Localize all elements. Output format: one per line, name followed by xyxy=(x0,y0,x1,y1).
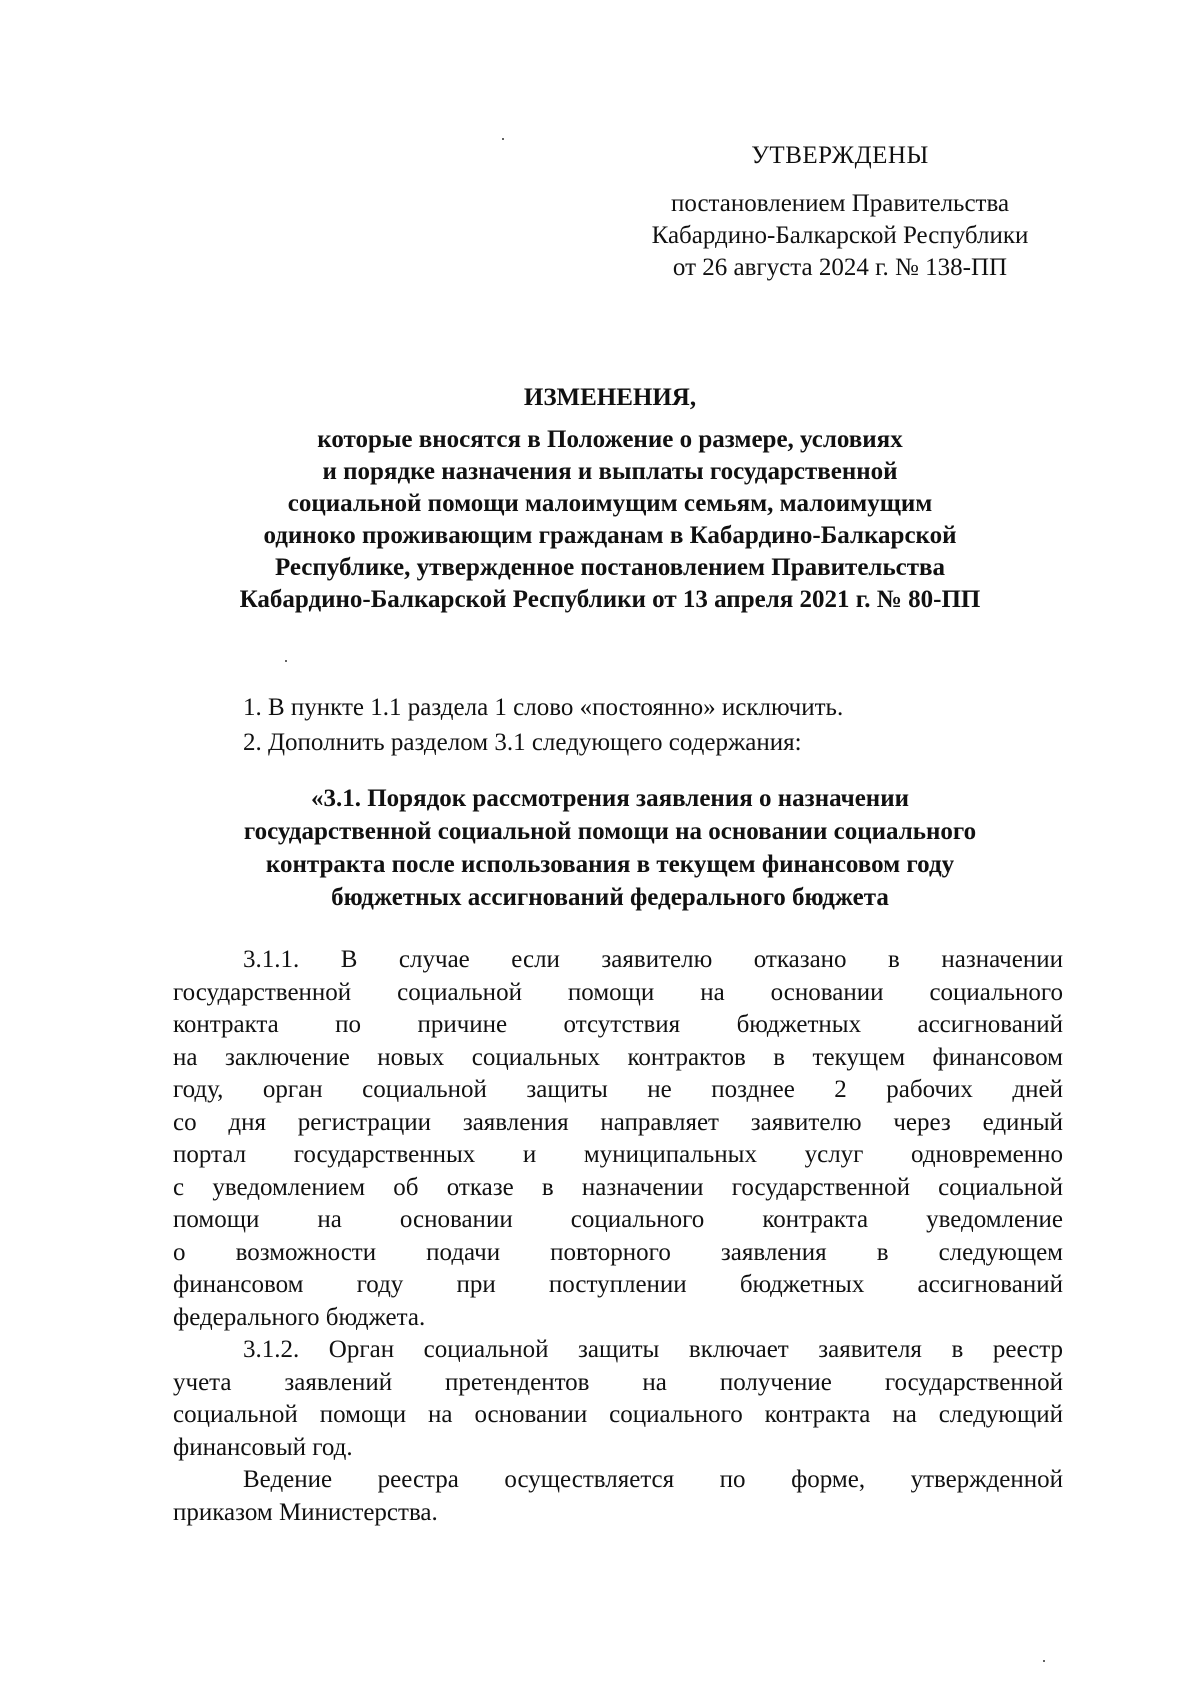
paragraph-registry xyxy=(173,1464,1063,1529)
text-line: государственной социальной помощи на основании социального xyxy=(173,978,1063,1006)
text-line: 3.1.1. В случае если заявителю отказано в назначении xyxy=(243,946,1063,973)
document-title-block xyxy=(170,382,1050,616)
amendment-item: 1. В пункте 1.1 раздела 1 слово «постоянно» исключить. xyxy=(243,694,844,721)
section-heading-line: контракта после использования в текущем финансовом году xyxy=(265,851,955,878)
scan-speck xyxy=(502,138,504,140)
text-line: Ведение реестра осуществляется по форме, утвержденной xyxy=(243,1466,1063,1493)
document-title: ИЗМЕНЕНИЯ, xyxy=(523,384,697,411)
scan-speck xyxy=(285,660,287,662)
section-heading-line: «3.1. Порядок рассмотрения заявления о назначении xyxy=(310,785,910,812)
paragraph-3-1-2 xyxy=(173,1334,1063,1464)
title-line: и порядке назначения и выплаты государственной xyxy=(322,458,898,485)
approved-label: УТВЕРЖДЕНЫ xyxy=(751,142,929,169)
body-text xyxy=(173,944,1063,1529)
text-line: приказом Министерства. xyxy=(173,1498,438,1526)
text-line: портал государственных и муниципальных услуг одновременно xyxy=(173,1141,1063,1168)
approval-line: Кабардино-Балкарской Республики xyxy=(651,222,1029,249)
title-line: Республике, утвержденное постановлением Правительства xyxy=(274,554,946,581)
section-heading-line: бюджетных ассигнований федерального бюджета xyxy=(331,884,889,911)
text-line: социальной помощи на основании социального контракта на следующий xyxy=(173,1401,1063,1428)
title-line: которые вносятся в Положение о размере, условиях xyxy=(317,426,903,453)
text-line: учета заявлений претендентов на получение государственной xyxy=(173,1368,1063,1396)
text-line: 3.1.2. Орган социальной защиты включает заявителя в реестр xyxy=(243,1336,1063,1363)
text-line: о возможности подачи повторного заявления в следующем xyxy=(173,1238,1063,1266)
text-line: помощи на основании социального контракта уведомление xyxy=(173,1206,1063,1233)
text-line: со дня регистрации заявления направляет заявителю через единый xyxy=(173,1108,1063,1136)
text-line: году, орган социальной защиты не позднее 2 рабочих дней xyxy=(173,1076,1063,1103)
title-line: Кабардино-Балкарской Республики от 13 апреля 2021 г. № 80-ПП xyxy=(239,586,981,613)
approval-line: от 26 августа 2024 г. № 138-ПП xyxy=(672,254,1008,281)
paragraph-3-1-1 xyxy=(173,944,1063,1334)
text-line: финансовый год. xyxy=(173,1433,353,1461)
approval-line: постановлением Правительства xyxy=(670,190,1010,217)
title-line: одиноко проживающим гражданам в Кабардино-Балкарской xyxy=(263,522,957,549)
approval-stamp-block xyxy=(620,140,1060,284)
amendment-list xyxy=(243,690,843,760)
text-line: федерального бюджета. xyxy=(173,1303,426,1331)
section-heading xyxy=(170,782,1050,914)
title-line: социальной помощи малоимущим семьям, малоимущим xyxy=(287,490,933,517)
text-line: с уведомлением об отказе в назначении государственной социальной xyxy=(173,1173,1063,1201)
scan-speck xyxy=(1043,1660,1045,1662)
amendment-item: 2. Дополнить разделом 3.1 следующего содержания: xyxy=(243,729,802,756)
text-line: контракта по причине отсутствия бюджетных ассигнований xyxy=(173,1011,1063,1038)
text-line: на заключение новых социальных контрактов в текущем финансовом xyxy=(173,1043,1063,1071)
section-heading-line: государственной социальной помощи на основании социального xyxy=(243,818,977,845)
text-line: финансовом году при поступлении бюджетных ассигнований xyxy=(173,1271,1063,1298)
